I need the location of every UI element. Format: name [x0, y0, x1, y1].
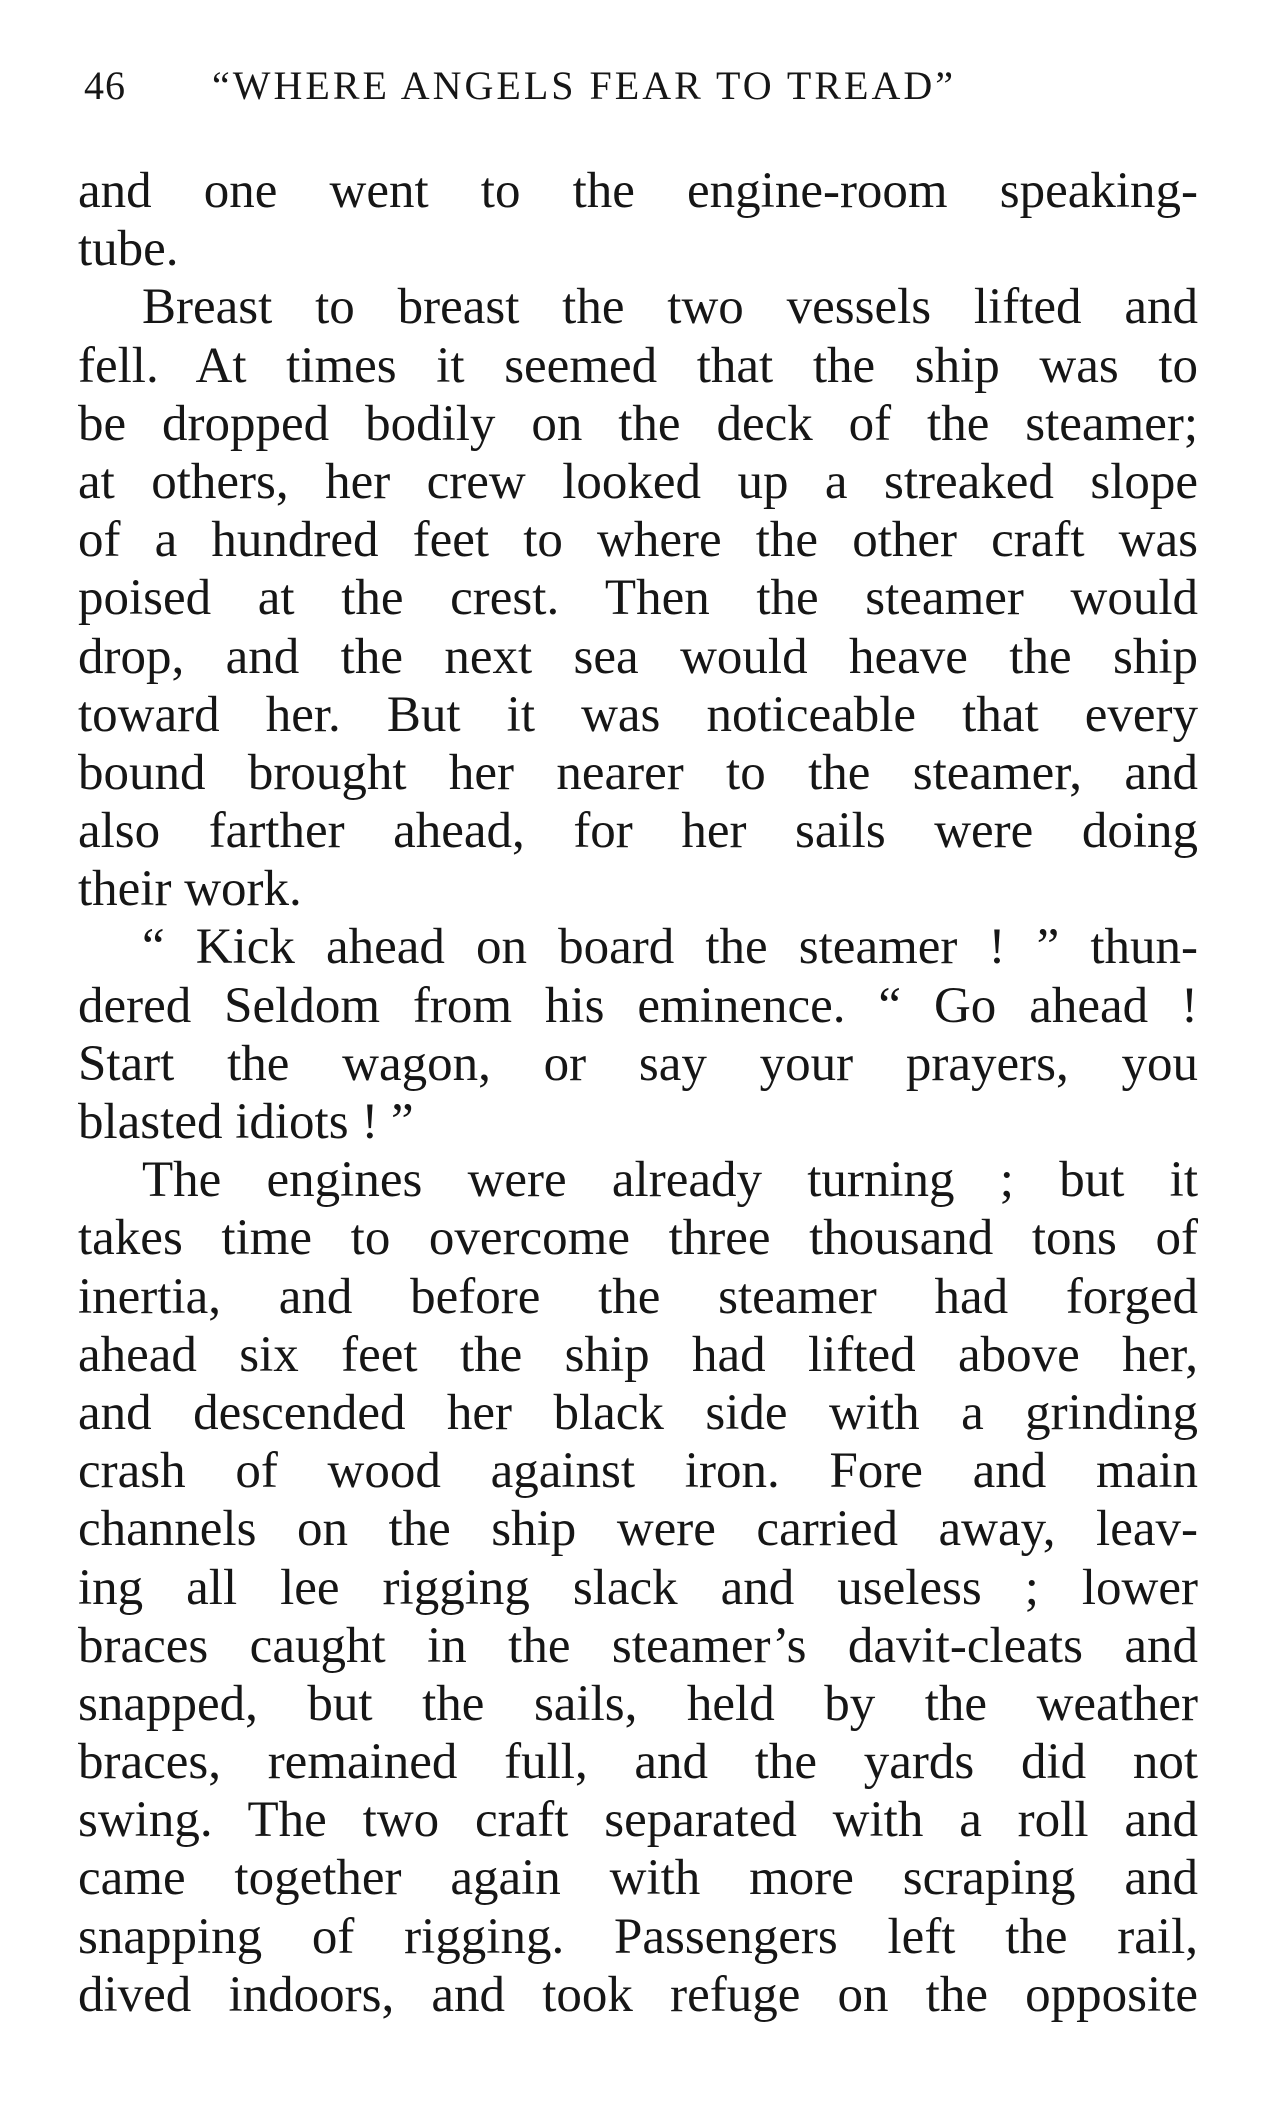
text-line: bound brought her nearer to the steamer, and: [78, 744, 1198, 801]
text-line: ing all lee rigging slack and useless ; lower: [78, 1559, 1198, 1616]
text-line: drop, and the next sea would heave the ship: [78, 628, 1198, 685]
text-line: poised at the crest. Then the steamer would: [78, 570, 1198, 627]
text-line: came together again with more scraping and: [78, 1850, 1198, 1907]
text-line: and descended her black side with a grinding: [78, 1384, 1198, 1441]
text-line: snapped, but the sails, held by the weather: [78, 1675, 1198, 1732]
text-line: and one went to the engine-room speaking-: [78, 163, 1198, 219]
text-line: be dropped bodily on the deck of the steamer;: [78, 395, 1198, 452]
text-line: Breast to breast the two vessels lifted and: [142, 279, 1198, 336]
text-line: blasted idiots ! ”: [78, 1094, 414, 1150]
text-line: dered Seldom from his eminence. “ Go ahead !: [78, 977, 1198, 1034]
text-line: inertia, and before the steamer had forged: [78, 1268, 1198, 1325]
text-line: dived indoors, and took refuge on the opposite: [78, 1966, 1198, 2023]
text-line: Start the wagon, or say your prayers, you: [78, 1035, 1198, 1092]
text-line: at others, her crew looked up a streaked slope: [78, 453, 1198, 510]
running-head: [84, 62, 1204, 122]
text-line: their work.: [78, 861, 302, 918]
text-line: ahead six feet the ship had lifted above her,: [78, 1326, 1198, 1383]
text-line: channels on the ship were carried away, leav-: [78, 1501, 1198, 1558]
running-title: “WHERE ANGELS FEAR TO TREAD”: [212, 63, 956, 108]
text-line: braces, remained full, and the yards did not: [78, 1734, 1198, 1791]
text-line: braces caught in the steamer’s davit-cleats and: [78, 1617, 1198, 1674]
text-line: toward her. But it was noticeable that every: [78, 686, 1198, 743]
text-line: snapping of rigging. Passengers left the rail,: [78, 1908, 1198, 1965]
page-number: 46: [84, 63, 126, 108]
text-line: “ Kick ahead on board the steamer ! ” thun-: [142, 919, 1198, 976]
text-line: of a hundred feet to where the other craft was: [78, 512, 1198, 569]
text-line: fell. At times it seemed that the ship was to: [78, 337, 1198, 394]
text-line: takes time to overcome three thousand tons of: [78, 1210, 1198, 1267]
text-line: crash of wood against iron. Fore and main: [78, 1443, 1198, 1500]
text-line: The engines were already turning ; but it: [142, 1152, 1198, 1209]
body-text: [78, 162, 1198, 2024]
text-line: also farther ahead, for her sails were doing: [78, 803, 1198, 860]
text-line: tube.: [78, 221, 179, 278]
text-line: swing. The two craft separated with a roll and: [78, 1792, 1198, 1849]
